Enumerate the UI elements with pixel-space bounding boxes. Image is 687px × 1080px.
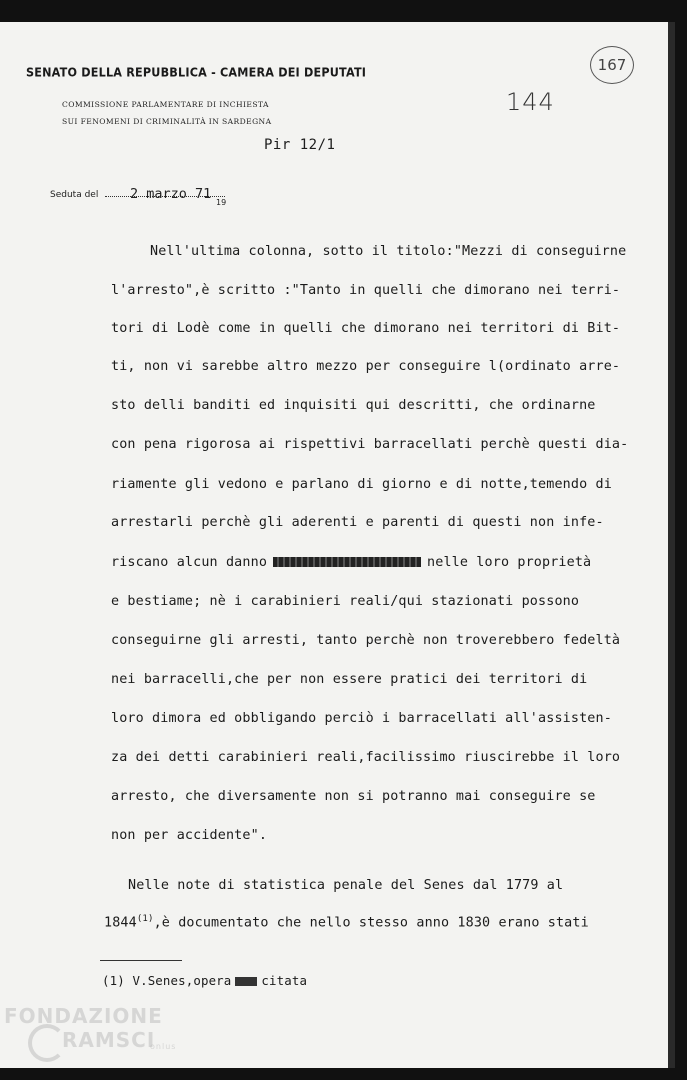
body-text: nelle loro proprietà <box>427 555 592 570</box>
footnote-marker: (1) <box>102 973 125 988</box>
body-line: arrestarli perchè gli aderenti e parenti di questi non infe- <box>111 515 604 530</box>
footnote-reference: (1) <box>136 914 154 924</box>
body-line: Nelle note di statistica penale del Senes dal 1779 al <box>128 878 564 893</box>
body-line: e bestiame; nè i carabinieri reali/qui stazionati possono <box>111 594 580 609</box>
body-line <box>111 555 591 570</box>
body-line: sto delli banditi ed inquisiti qui descritti, che ordinarne <box>111 398 596 413</box>
session-label: Seduta del <box>50 190 99 200</box>
body-line: Nell'ultima colonna, sotto il titolo:"Mezzi di conseguirne <box>150 244 627 259</box>
session-date-value: 2 marzo 71 <box>130 186 212 202</box>
document-page <box>0 22 668 1068</box>
document-reference: Pir 12/1 <box>264 137 336 153</box>
body-line: non per accidente". <box>111 828 268 843</box>
footnote-redaction <box>235 977 257 986</box>
body-line <box>104 914 589 930</box>
commission-line-1: COMMISSIONE PARLAMENTARE DI INCHIESTA <box>62 100 269 109</box>
body-line: tori di Lodè come in quelli che dimorano nei territori di Bit- <box>111 321 621 336</box>
footnote <box>102 973 307 988</box>
archive-watermark <box>4 1004 177 1052</box>
session-date <box>50 186 227 207</box>
body-line: arresto, che diversamente non si potranno mai conseguire se <box>111 789 596 804</box>
body-line: loro dimora ed obbligando perciò i barracellati all'assisten- <box>111 711 612 726</box>
body-line: za dei detti carabinieri reali,facilissimo riuscirebbe il loro <box>111 750 621 765</box>
watermark-g-logo <box>28 1024 66 1062</box>
watermark-line-1: FONDAZIONE <box>4 1004 163 1028</box>
body-text: 1844 <box>104 915 137 931</box>
body-line: con pena rigorosa ai rispettivi barracellati perchè questi dia- <box>111 437 629 452</box>
page-edge <box>668 22 675 1068</box>
footnote-separator <box>100 960 182 961</box>
watermark-line-2: RAMSCI <box>62 1028 156 1052</box>
watermark-suffix: onlus <box>150 1042 177 1051</box>
redaction-mark <box>273 557 421 567</box>
body-line: ti, non vi sarebbe altro mezzo per conseguire l(ordinato arre- <box>111 359 621 374</box>
body-line: conseguirne gli arresti, tanto perchè non troverebbero fedeltà <box>111 633 621 648</box>
body-line: nei barracelli,che per non essere pratici dei territori di <box>111 672 588 687</box>
body-line: l'arresto",è scritto :"Tanto in quelli che dimorano nei terri- <box>111 283 621 298</box>
handwritten-page-number: 144 <box>506 88 555 116</box>
body-text: riscano alcun danno <box>111 555 268 570</box>
body-line: riamente gli vedono e parlano di giorno e di notte,temendo di <box>111 477 612 492</box>
commission-line-2: SUI FENOMENI DI CRIMINALITÀ IN SARDEGNA <box>62 117 272 126</box>
body-text: ,è documentato che nello stesso anno 1830 erano stati <box>153 915 589 931</box>
session-year-prefix: 19 <box>216 198 227 207</box>
institution-header: SENATO DELLA REPUBBLICA - CAMERA DEI DEPUTATI <box>26 65 367 80</box>
stamped-page-number: 167 <box>590 46 634 84</box>
footnote-text: citata <box>261 973 308 988</box>
footnote-text: V.Senes,opera <box>132 973 232 988</box>
